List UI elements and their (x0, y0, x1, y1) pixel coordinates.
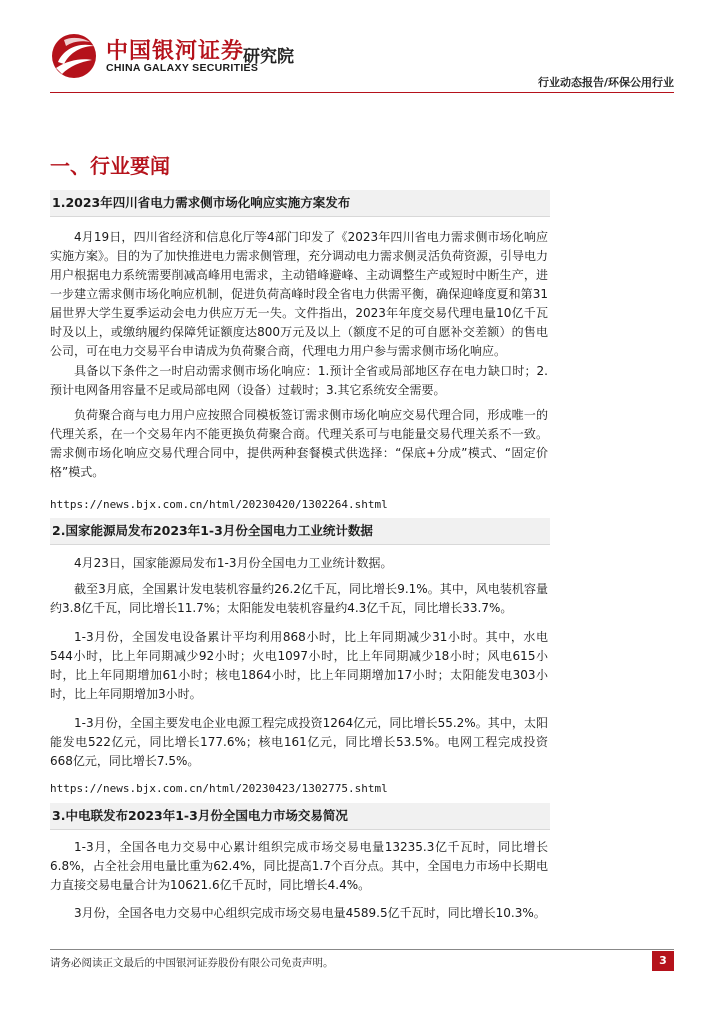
footer-divider (50, 949, 674, 950)
news-1-paragraph-2: 具备以下条件之一时启动需求侧市场化响应：1.预计全省或局部地区存在电力缺口时；2.预计电网备用容量不足或局部电网（设备）过载时；3.其它系统安全需要。 (50, 364, 548, 397)
news-2-paragraph-3: 1-3月份，全国发电设备累计平均利用868小时，比上年同期减少31小时。其中，水电544小时，比上年同期减少92小时；火电1097小时，比上年同期减少18小时；风电615小时，比上年同期增加61小时；核电1864小时，比上年同期增加17小时；太阳能发电303小时，比上年同期增加3小时。 (50, 630, 548, 701)
news-heading-2: 2.国家能源局发布2023年1-3月份全国电力工业统计数据 (50, 518, 550, 545)
news-2-source-link[interactable]: https://news.bjx.com.cn/html/20230423/1302775.shtml (50, 782, 388, 795)
galaxy-logo-icon (50, 32, 98, 80)
page-header (0, 0, 724, 96)
news-2-paragraph-2: 截至3月底，全国累计发电装机容量约26.2亿千瓦，同比增长9.1%。其中，风电装机容量约3.8亿千瓦，同比增长11.7%；太阳能发电装机容量约4.3亿千瓦，同比增长33.7%。 (50, 582, 548, 615)
footer-disclaimer: 请务必阅读正文最后的中国银河证券股份有限公司免责声明。 (50, 957, 334, 969)
report-type: 行业动态报告/环保公用行业 (537, 76, 674, 89)
brand-institute: 研究院 (243, 47, 294, 67)
section-title: 一、行业要闻 (50, 154, 170, 178)
news-1-paragraph-3: 负荷聚合商与电力用户应按照合同模板签订需求侧市场化响应交易代理合同，形成唯一的代理关系，在一个交易年内不能更换负荷聚合商。代理关系可与电能量交易代理关系不一致。需求侧市场化响应交易代理合同中，提供两种套餐模式供选择：“保底+分成”模式、“固定价格”模式。 (50, 408, 548, 479)
brand-name-en: CHINA GALAXY SECURITIES (106, 62, 259, 74)
news-3-paragraph-2: 3月份，全国各电力交易中心组织完成市场交易电量4589.5亿千瓦时，同比增长10.3%。 (74, 906, 546, 920)
header-divider (50, 92, 674, 93)
news-2-paragraph-1: 4月23日，国家能源局发布1-3月份全国电力工业统计数据。 (74, 556, 393, 570)
news-3-paragraph-1: 1-3月，全国各电力交易中心累计组织完成市场交易电量13235.3亿千瓦时，同比增长6.8%，占全社会用电量比重为62.4%，同比提高1.7个百分点。其中，全国电力市场中长期电力直接交易电量合计为10621.6亿千瓦时，同比增长4.4%。 (50, 840, 548, 892)
news-2-paragraph-4: 1-3月份，全国主要发电企业电源工程完成投资1264亿元，同比增长55.2%。其中，太阳能发电522亿元，同比增长177.6%；核电161亿元，同比增长53.5%。电网工程完成投资668亿元，同比增长7.5%。 (50, 716, 548, 768)
brand-name-cn: 中国银河证券 (106, 39, 245, 64)
news-1-source-link[interactable]: https://news.bjx.com.cn/html/20230420/1302264.shtml (50, 498, 388, 511)
news-heading-3: 3.中电联发布2023年1-3月份全国电力市场交易简况 (50, 803, 550, 830)
news-heading-1: 1.2023年四川省电力需求侧市场化响应实施方案发布 (50, 190, 550, 217)
news-1-paragraph-1: 4月19日，四川省经济和信息化厅等4部门印发了《2023年四川省电力需求侧市场化响应实施方案》。目的为了加快推进电力需求侧管理，充分调动电力需求侧灵活负荷资源，引导电力用户根据电力系统需要削减高峰用电需求，主动错峰避峰、主动调整生产或短时中断生产，进一步建立需求侧市场化响应机制，促进负荷高峰时段全省电力供需平衡，确保迎峰度夏和第31届世界大学生夏季运动会电力供应万无一失。文件指出，2023年年度交易代理电量10亿千瓦时及以上，或缴纳履约保障凭证额度达800万元及以上（额度不足的可自愿补交差额）的售电公司，可在电力交易平台申请成为负荷聚合商，代理电力用户参与需求侧市场化响应。 (50, 230, 549, 358)
page-number: 3 (652, 951, 674, 971)
